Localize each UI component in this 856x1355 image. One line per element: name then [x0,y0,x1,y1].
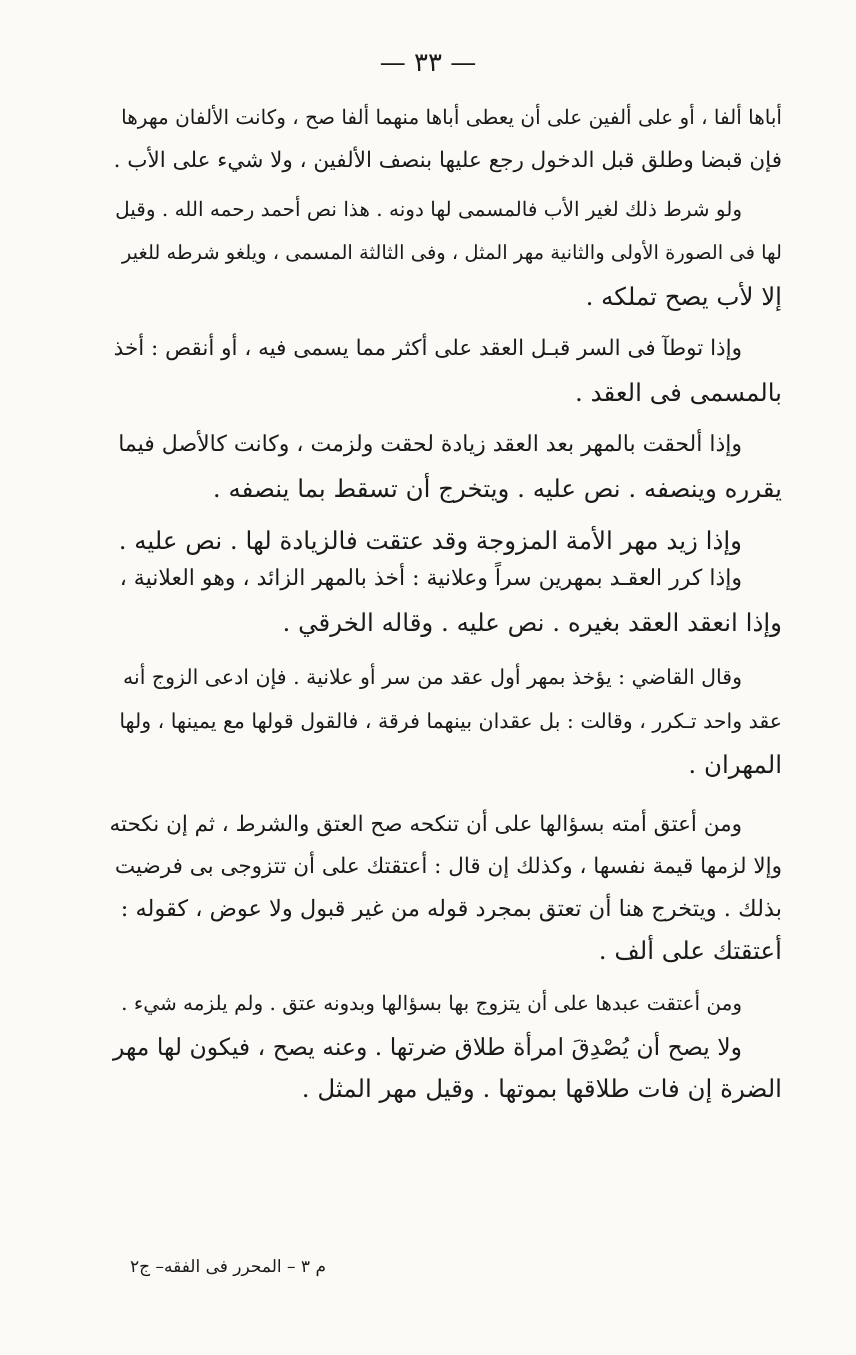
text-line: وإذا انعقد العقد بغيره . نص عليه . وقاله الخرقي . [282,608,782,637]
text-line: ومن أعتق أمته بسؤالها على أن تنكحه صح العتق والشرط ، ثم إن نكحته [110,812,742,837]
text-line: وإذا كرر العقـد بمهرين سراً وعلانية : أخذ بالمهر الزائد ، وهو العلانية ، [119,566,742,591]
text-line: وإلا لزمها قيمة نفسها ، وكذلك إن قال : أعتقتك على أن تتزوجى بى فرضيت [114,854,782,879]
text-line: المهران . [688,750,782,779]
text-line: وإذا زيد مهر الأمة المزوجة وقد عتقت فالزيادة لها . نص عليه . [118,526,742,555]
text-line: أعتقتك على ألف . [598,936,782,965]
text-line: أباها ألفا ، أو على ألفين على أن يعطى أباها منهما ألفا صح ، وكانت الألفان مهرها [121,105,782,129]
text-line: إلا لأب يصح تملكه . [585,282,782,311]
text-line: ولو شرط ذلك لغير الأب فالمسمى لها دونه . هذا نص أحمد رحمه الله . وقيل [115,197,742,221]
text-line: بالمسمى فى العقد . [575,378,782,407]
page-number: — ٣٣ — [379,48,477,78]
footer-signature: م ٣ – المحرر فى الفقه– ج٢ [129,1257,326,1277]
text-line: الضرة إن فات طلاقها بموتها . وقيل مهر المثل . [301,1074,782,1103]
text-line: ومن أعتقت عبدها على أن يتزوج بها بسؤالها وبدونه عتق . ولم يلزمه شيء . [121,991,742,1015]
text-line: ولا يصح أن يُصْدِقَ امرأة طلاق ضرتها . وعنه يصح ، فيكون لها مهر [112,1033,742,1061]
text-line: عقد واحد تـكرر ، وقالت : بل عقدان بينهما فرقة ، فالقول قولها مع يمينها ، ولها [119,709,782,733]
text-line: لها فى الصورة الأولى والثانية مهر المثل ، وفى الثالثة المسمى ، ويلغو شرطه للغير [121,241,782,264]
text-line: بذلك . ويتخرج هنا أن تعتق بمجرد قوله من غير قبول ولا عوض ، كقوله : [120,896,782,922]
body-text [110,100,782,1106]
text-line: يقرره وينصفه . نص عليه . ويتخرج أن تسقط بما ينصفه . [212,474,782,503]
text-line: وإذا توطآ فى السر قبـل العقد على أكثر مما يسمى فيه ، أو أنقص : أخذ [113,336,742,361]
text-line: وقال القاضي : يؤخذ بمهر أول عقد من سر أو علانية . فإن ادعى الزوج أنه [123,665,742,689]
text-line: وإذا ألحقت بالمهر بعد العقد زيادة لحقت ولزمت ، وكانت كالأصل فيما [118,432,742,457]
text-line: فإن قبضا وطلق قبل الدخول رجع عليها بنصف الألفين ، ولا شيء على الأب . [113,148,782,173]
